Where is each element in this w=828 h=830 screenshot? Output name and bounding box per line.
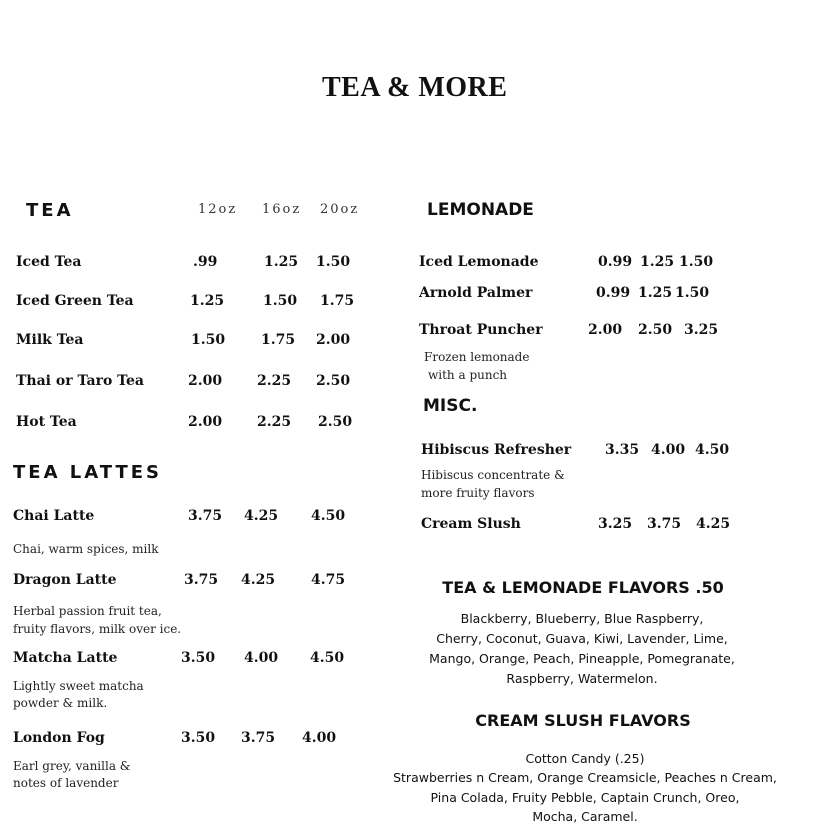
menu-item-price: 0.99 xyxy=(596,285,631,301)
menu-item-name: Hibiscus Refresher xyxy=(421,442,572,458)
menu-item-description: notes of lavender xyxy=(13,776,119,790)
menu-item-name: Arnold Palmer xyxy=(419,285,533,301)
menu-item-price: 3.75 xyxy=(184,572,219,588)
menu-item-price: 1.75 xyxy=(261,332,296,348)
menu-item-price: 3.50 xyxy=(181,730,216,746)
menu-item-price: 3.75 xyxy=(647,516,682,532)
menu-item-price: 0.99 xyxy=(598,254,633,270)
cream-slush-flavors-heading: CREAM SLUSH FLAVORS xyxy=(475,711,691,730)
menu-item-price: 4.25 xyxy=(696,516,731,532)
menu-item-description: fruity flavors, milk over ice. xyxy=(13,622,182,636)
flavor-line: Strawberries n Cream, Orange Creamsicle, Peaches n Cream, xyxy=(393,770,777,785)
menu-item-price: 1.50 xyxy=(191,332,226,348)
menu-item-price: 2.00 xyxy=(316,332,351,348)
menu-item-name: Hot Tea xyxy=(16,414,77,430)
menu-item-name: Chai Latte xyxy=(13,508,95,524)
menu-item-name: Iced Green Tea xyxy=(16,293,134,309)
tea-lemonade-flavors-heading: TEA & LEMONADE FLAVORS .50 xyxy=(442,578,724,597)
size-header-12oz: 12oz xyxy=(198,202,238,217)
flavor-line: Pina Colada, Fruity Pebble, Captain Crunch, Oreo, xyxy=(430,790,740,805)
menu-item-name: Milk Tea xyxy=(16,332,84,348)
flavor-line: Mango, Orange, Peach, Pineapple, Pomegranate, xyxy=(429,651,735,666)
menu-item-price: 2.50 xyxy=(316,373,351,389)
menu-item-name: Thai or Taro Tea xyxy=(16,373,144,389)
menu-item-description: with a punch xyxy=(428,368,508,382)
page-title: TEA & MORE xyxy=(322,72,508,103)
menu-item-price: 3.25 xyxy=(598,516,633,532)
menu-item-price: 2.00 xyxy=(588,322,623,338)
menu-item-name: Iced Lemonade xyxy=(419,254,539,270)
menu-item-price: .99 xyxy=(193,254,218,270)
flavor-line: Raspberry, Watermelon. xyxy=(506,671,658,686)
menu-item-description: Frozen lemonade xyxy=(424,350,530,364)
menu-item-price: 3.50 xyxy=(181,650,216,666)
menu-item-description: Chai, warm spices, milk xyxy=(13,542,159,556)
menu-item-name: Cream Slush xyxy=(421,516,521,532)
menu-item-price: 4.00 xyxy=(302,730,337,746)
menu-item-name: Matcha Latte xyxy=(13,650,118,666)
flavor-line: Cherry, Coconut, Guava, Kiwi, Lavender, Lime, xyxy=(436,631,728,646)
menu-item-price: 2.25 xyxy=(257,373,292,389)
menu-item-name: Iced Tea xyxy=(16,254,82,270)
lemonade-heading: LEMONADE xyxy=(427,200,534,220)
menu-item-price: 1.50 xyxy=(679,254,714,270)
tea-heading: TEA xyxy=(26,200,74,221)
menu-item-name: Throat Puncher xyxy=(419,322,543,338)
menu-item-price: 3.25 xyxy=(684,322,719,338)
menu-item-description: Earl grey, vanilla & xyxy=(13,759,131,773)
menu-item-description: Herbal passion fruit tea, xyxy=(13,604,162,618)
menu-item-description: Hibiscus concentrate & xyxy=(421,468,565,482)
size-header-20oz: 20oz xyxy=(320,202,360,217)
menu-item-description: Lightly sweet matcha xyxy=(13,679,144,693)
menu-item-price: 2.50 xyxy=(318,414,353,430)
menu-item-price: 4.75 xyxy=(311,572,346,588)
menu-item-price: 1.50 xyxy=(263,293,298,309)
menu-item-price: 1.25 xyxy=(264,254,299,270)
menu-item-price: 4.00 xyxy=(244,650,279,666)
menu-item-price: 4.00 xyxy=(651,442,686,458)
menu-item-price: 4.25 xyxy=(241,572,276,588)
menu-item-price: 2.00 xyxy=(188,414,223,430)
menu-item-price: 3.75 xyxy=(188,508,223,524)
menu-item-description: powder & milk. xyxy=(13,696,108,710)
menu-item-description: more fruity flavors xyxy=(421,486,535,500)
tea-lattes-heading: TEA LATTES xyxy=(13,462,163,483)
menu-item-price: 2.00 xyxy=(188,373,223,389)
menu-item-price: 4.50 xyxy=(310,650,345,666)
menu-item-price: 1.25 xyxy=(190,293,225,309)
menu-item-price: 4.25 xyxy=(244,508,279,524)
menu-item-name: London Fog xyxy=(13,730,105,746)
menu-item-price: 2.25 xyxy=(257,414,292,430)
flavor-line: Mocha, Caramel. xyxy=(532,809,638,824)
menu-item-price: 1.75 xyxy=(320,293,355,309)
menu-item-price: 4.50 xyxy=(695,442,730,458)
menu-item-price: 2.50 xyxy=(638,322,673,338)
size-header-16oz: 16oz xyxy=(262,202,302,217)
menu-item-price: 1.50 xyxy=(316,254,351,270)
menu-item-price: 1.50 xyxy=(675,285,710,301)
misc-heading: MISC. xyxy=(423,396,478,416)
menu-item-price: 1.25 xyxy=(640,254,675,270)
menu-item-name: Dragon Latte xyxy=(13,572,117,588)
menu-item-price: 1.25 xyxy=(638,285,673,301)
flavor-line: Blackberry, Blueberry, Blue Raspberry, xyxy=(460,611,704,626)
flavor-line: Cotton Candy (.25) xyxy=(525,751,645,766)
menu-item-price: 3.75 xyxy=(241,730,276,746)
menu-item-price: 3.35 xyxy=(605,442,640,458)
menu-item-price: 4.50 xyxy=(311,508,346,524)
